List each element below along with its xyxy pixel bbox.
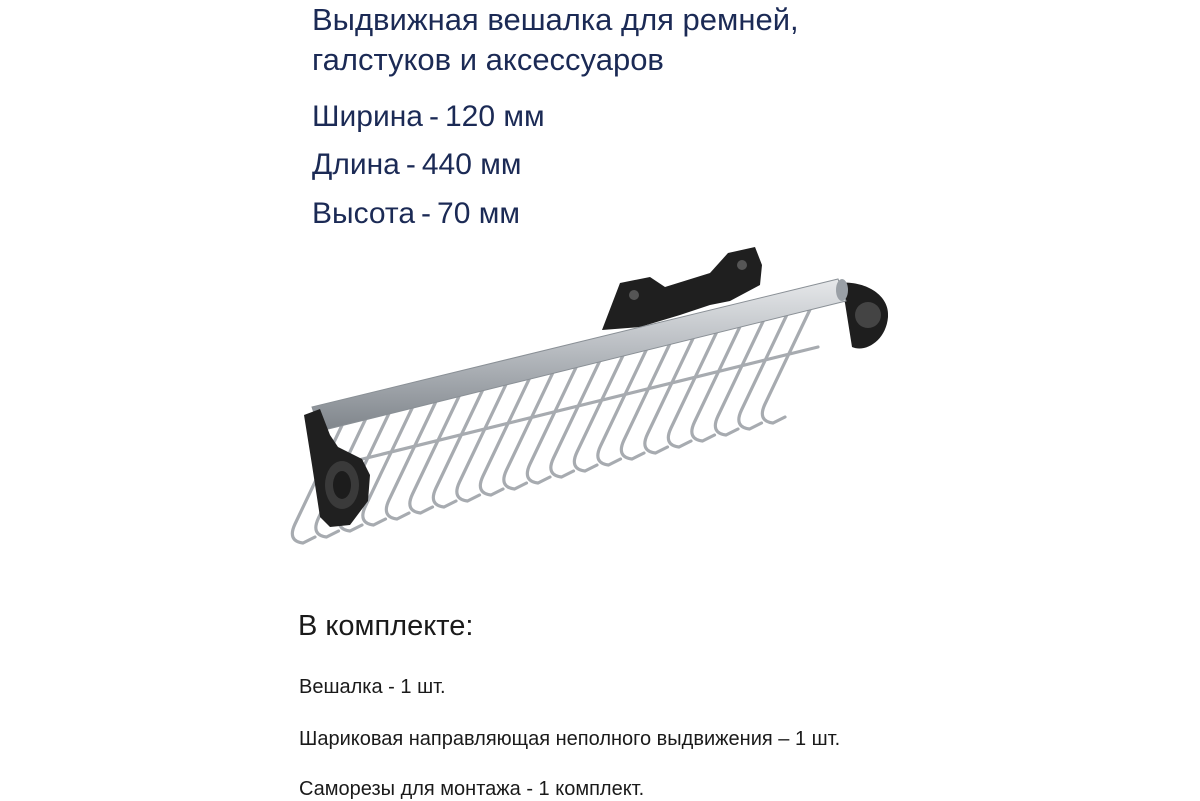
kit-item-screws: Саморезы для монтажа - 1 комплект. [299,778,645,800]
kit-item-hanger: Вешалка - 1 шт. [299,676,446,698]
spec-width-label: Ширина [312,100,423,133]
spec-length: Длина - 440 мм [312,148,522,181]
spec-width: Ширина - 120 мм [312,100,545,133]
kit-heading: В комплекте: [298,610,474,642]
kit-item-guide-rail: Шариковая направляющая неполного выдвижения – 1 шт. [299,728,841,750]
product-title [312,0,1012,80]
spec-length-label: Длина [312,148,400,181]
spec-width-value: 120 мм [444,100,545,133]
product-image [290,235,910,565]
spec-height: Высота - 70 мм [312,197,520,230]
spec-height-label: Высота [312,197,416,230]
product-title-line-1: Выдвижная вешалка для ремней, [312,2,799,37]
wire-hooks [292,299,818,543]
spec-height-value: 70 мм [437,197,520,230]
product-title-line-2: галстуков и аксессуаров [312,42,664,77]
spec-length-value: 440 мм [421,148,522,181]
